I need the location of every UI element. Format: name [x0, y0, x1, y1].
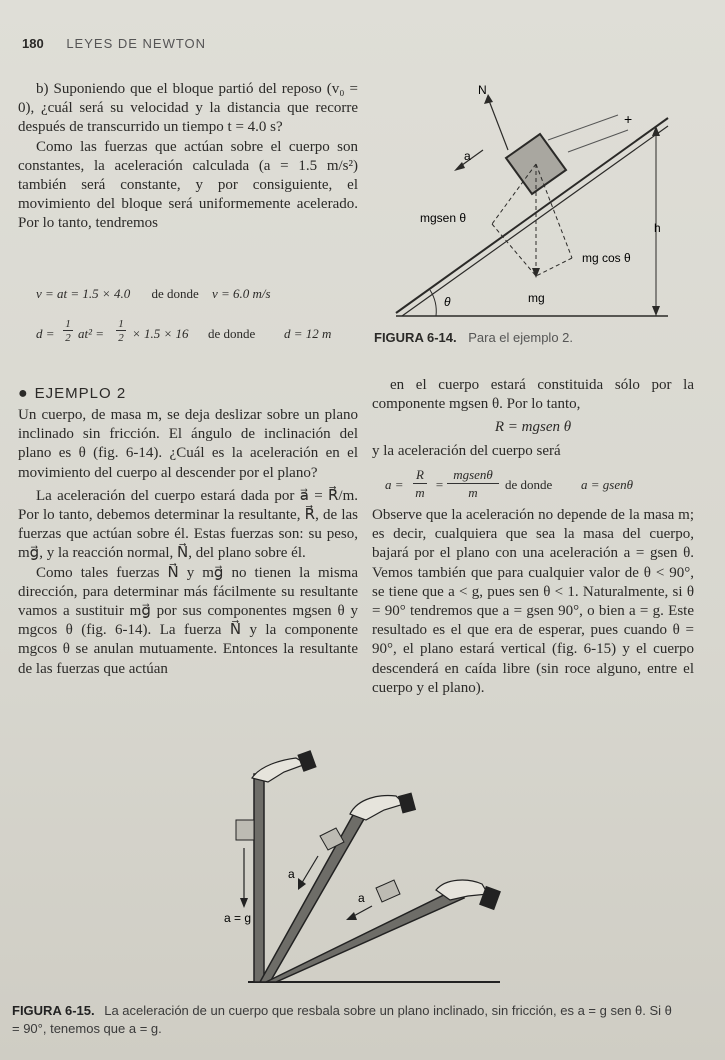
- hand-medium-icon: [350, 796, 404, 820]
- figure-6-15-caption: [12, 1002, 677, 1038]
- eq-a-num1: R: [413, 467, 427, 484]
- left-column-ejemplo: [18, 406, 358, 679]
- paragraph-part-b: b) Suponiendo que el bloque partió del reposo (v₀ = 0), ¿cuál será su velocidad y la distancia que recorre después de transcurrido un tiempo t = 4.0 s?: [18, 81, 358, 136]
- label-mg: mg: [528, 291, 545, 305]
- arrow-ag-head: [240, 898, 248, 908]
- eq2-d: d =: [36, 326, 55, 341]
- eq-a-den2: m: [468, 485, 478, 500]
- vertical-plank: [254, 774, 264, 982]
- hatch-mark: +: [624, 111, 633, 127]
- mgcos-projection: [536, 258, 572, 276]
- sleeve-vertical: [297, 750, 316, 772]
- eq2-at2: at² =: [78, 326, 105, 341]
- eq-a-left: a =: [385, 477, 404, 492]
- figure-6-14-label: FIGURA 6-14.: [374, 330, 457, 345]
- running-title: LEYES DE NEWTON: [66, 36, 207, 51]
- medium-plank: [260, 806, 368, 982]
- hatch-1: [548, 115, 618, 140]
- label-a: a: [464, 149, 471, 163]
- eq2-right: d = 12 m: [284, 326, 332, 341]
- eq-a-mid: de donde: [505, 477, 553, 492]
- ejemplo-paragraph-1: Un cuerpo, de masa m, se deja deslizar sobre un plano inclinado sin fricción. El ángulo de inclinación del plano es θ (fig. 6-14). ¿Cuál es la aceleración en el movimiento del cuerpo al descender por el plano?: [18, 407, 358, 481]
- left-column-top: [18, 80, 358, 234]
- equation-distance: [36, 318, 356, 348]
- paragraph-uniform-acceleration: Como las fuerzas que actúan sobre el cuerpo son constantes, la aceleración calculada (a = 1.5 m/s²) también será constante, y por consiguiente, el movimiento del bloque será uniformemente acelerado. Por lo tanto, tendremos: [18, 138, 358, 232]
- label-mgsen: mgsen θ: [420, 211, 467, 225]
- ejemplo-title: EJEMPLO 2: [34, 385, 127, 402]
- eq-a-den1: m: [415, 485, 425, 500]
- eq-a-num2: mgsenθ: [447, 467, 499, 484]
- figure-6-15-drawing: [200, 738, 520, 988]
- bullet-icon: ●: [18, 385, 29, 402]
- eq2-mid: de donde: [208, 326, 256, 341]
- figure-6-14-diagram: [388, 80, 700, 325]
- label-a-medium: a: [288, 867, 295, 881]
- right-paragraph-3: Observe que la aceleración no depende de la masa m; es decir, cualquiera que sea la masa del cuerpo, bajará por el plano con una aceleración a = gsen θ. Vemos también que para cualquier valor de θ < 90°, se tiene que a < g, pues sen θ < 1. Naturalmente, si θ = 90° tendremos que a = gsen 90°, o bien a = g. Este resultado es el que era de esperar, pues cuando θ = 90°, el plano estará vertical (fig. 6-15) y el cuerpo descenderá en caída libre (sin roce alguno, entre el cuerpo y el plano).: [372, 507, 694, 696]
- figure-6-15-label: FIGURA 6-15.: [12, 1003, 95, 1018]
- arrow-a2-head: [346, 912, 357, 920]
- mgsen-projection: [492, 224, 536, 276]
- right-paragraph-1: en el cuerpo estará constituida sólo por la componente mgsen θ. Por lo tanto,: [372, 377, 694, 413]
- eq2-frac1-num: 1: [63, 318, 73, 331]
- block-vertical: [236, 820, 254, 840]
- right-column-lower: [372, 506, 694, 698]
- label-N: N: [478, 83, 487, 97]
- acceleration-arrow-head: [454, 162, 465, 171]
- right-paragraph-2: y la aceleración del cuerpo será: [372, 442, 561, 459]
- eq-a-right: a = gsenθ: [581, 477, 633, 492]
- label-h: h: [654, 221, 661, 235]
- page-number: 180: [22, 36, 44, 51]
- eq2-frac2-num: 1: [116, 318, 126, 331]
- hatch-2: [568, 130, 628, 152]
- eq1-left: v = at = 1.5 × 4.0: [36, 286, 131, 301]
- hand-vertical-icon: [252, 758, 306, 782]
- height-arrow-bottom: [652, 306, 660, 316]
- right-column: [372, 376, 694, 461]
- equation-velocity: [36, 286, 356, 302]
- equation-acceleration: [385, 467, 695, 501]
- equation-R: R = mgsen θ: [494, 419, 572, 436]
- ejemplo-paragraph-2: La aceleración del cuerpo estará dada por a⃗ = R⃗/m. Por lo tanto, debemos determinar la resultante, R⃗, de las fuerzas que actúan sobre él. Estas fuerzas son: su peso, mg⃗, y la reacción normal, N⃗, del plano sobre él.: [18, 487, 358, 562]
- ejemplo-paragraph-3: Como tales fuerzas N⃗ y mg⃗ no tienen la misma dirección, para determinar más fácilmente su resultante vamos a sustituir mg⃗ por sus componentes mgsen θ y mgcos θ (fig. 6-14). La fuerza N⃗ y la componente mgcos θ se anulan mutuamente. Entonces la resultante de las fuerzas que actúan: [18, 564, 358, 677]
- eq1-mid: de donde: [151, 286, 199, 301]
- eq1-right: v = 6.0 m/s: [212, 286, 271, 301]
- label-theta: θ: [444, 295, 451, 309]
- page-header: [22, 36, 206, 51]
- eq2-frac2-den: 2: [118, 332, 124, 344]
- eq2-frac1-den: 2: [65, 332, 71, 344]
- block-low: [376, 880, 400, 902]
- sleeve-medium: [398, 792, 416, 813]
- eq-a-eq: =: [435, 477, 444, 492]
- figure-6-15-text: La aceleración de un cuerpo que resbala sobre un plano inclinado, sin fricción, es a = g sen θ. Si θ = 90°, tenemos que a = g.: [12, 1003, 672, 1036]
- label-mgcos: mg cos θ: [582, 251, 631, 265]
- label-a-low: a: [358, 891, 365, 905]
- figure-6-14-caption: [374, 330, 573, 345]
- arrow-a1-head: [298, 878, 306, 890]
- ejemplo-heading: [18, 385, 126, 403]
- label-a-equals-g: a = g: [224, 911, 252, 925]
- eq2-rest: × 1.5 × 16: [132, 326, 189, 341]
- normal-force-arrow: [488, 98, 508, 150]
- figure-6-14-text: Para el ejemplo 2.: [468, 330, 573, 345]
